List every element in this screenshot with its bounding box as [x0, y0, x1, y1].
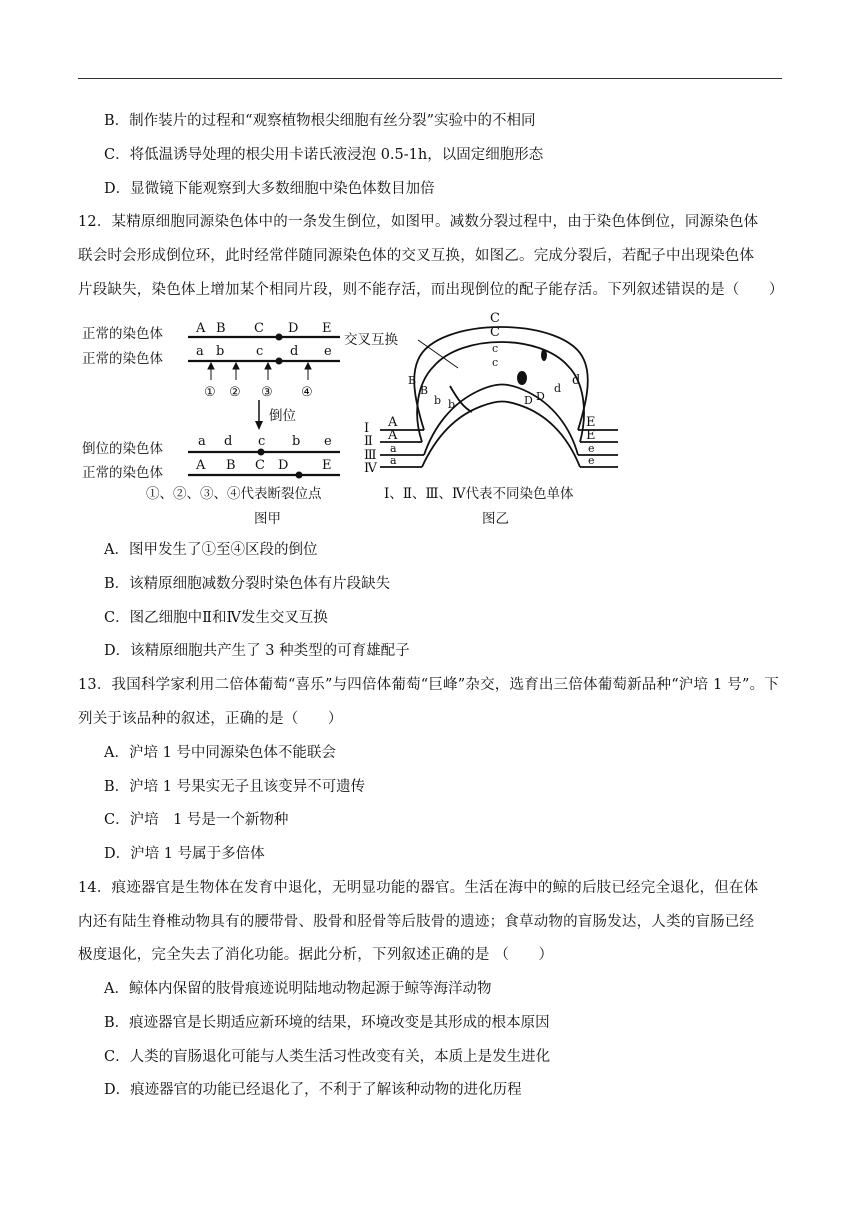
- q13-stem-line1: 13．我国科学家利用二倍体葡萄“喜乐”与四倍体葡萄“巨峰”杂交，选育出三倍体葡萄新品种“沪培 1 号”。下: [78, 677, 779, 693]
- q13-option-d: D．沪培 1 号属于多倍体: [104, 846, 265, 862]
- q11-option-d: D．显微镜下能观察到大多数细胞中染色体数目加倍: [104, 181, 435, 197]
- yi-loop-top-1: C: [490, 325, 500, 340]
- q14-stem-line1: 14．痕迹器官是生物体在发育中退化，无明显功能的器官。生活在海中的鲸的后肢已经完全退化，但在体: [78, 880, 759, 896]
- yi-loop-right-0: D: [524, 394, 533, 407]
- q13-option-a: A．沪培 1 号中同源染色体不能联会: [104, 745, 336, 761]
- chromosome-inversion-figure: [78, 308, 638, 534]
- yi-centromere-1: [541, 349, 547, 361]
- yi-crossover-pointer: [418, 340, 458, 368]
- q14-option-d: D．痕迹器官的功能已经退化了，不利于了解该种动物的进化历程: [104, 1082, 522, 1098]
- jia-caption: 图甲: [254, 511, 281, 527]
- jia-gene-r4-2: C: [255, 458, 265, 473]
- jia-gene-r2-3: d: [290, 344, 299, 359]
- q12-option-b: B．该精原细胞减数分裂时染色体有片段缺失: [104, 576, 391, 592]
- yi-loop-3: [424, 385, 578, 456]
- jia-inversion-label: 倒位: [269, 408, 296, 424]
- jia-centromere-4: [296, 472, 303, 479]
- jia-label-inverted: 倒位的染色体: [82, 441, 163, 457]
- jia-gene-r4-4: E: [322, 458, 332, 473]
- q14-option-b: B．痕迹器官是长期适应新环境的结果，环境改变是其形成的根本原因: [104, 1015, 550, 1031]
- yi-right-gene-2: e: [588, 442, 595, 455]
- figure-yi: [380, 327, 618, 467]
- yi-loop-left-1: B: [420, 384, 429, 397]
- jia-gene-r3-4: e: [324, 434, 332, 449]
- q13-option-c: C．沪培 1 号是一个新物种: [104, 812, 289, 828]
- jia-break-mark-2: ②: [229, 385, 241, 400]
- yi-roman-2: Ⅱ: [364, 434, 373, 449]
- yi-caption: 图乙: [482, 511, 509, 527]
- q14-option-c: C．人类的盲肠退化可能与人类生活习性改变有关，本质上是发生进化: [104, 1049, 551, 1065]
- yi-loop-left-3: b: [448, 398, 456, 411]
- yi-right-gene-3: e: [588, 454, 595, 467]
- q13-option-b: B．沪培 1 号果实无子且该变异不可遗传: [104, 779, 366, 795]
- jia-gene-r2-0: a: [196, 344, 204, 359]
- jia-gene-r1-4: E: [322, 321, 332, 336]
- yi-loop-right-1: D: [536, 390, 545, 403]
- q12-stem-line3: 片段缺失，染色体上增加某个相同片段，则不能存活，而出现倒位的配子能存活。下列叙述错误的是（ ）: [78, 282, 784, 298]
- jia-gene-r3-1: d: [224, 434, 233, 449]
- yi-right-gene-0: E: [586, 415, 596, 430]
- yi-loop-left-2: b: [434, 394, 442, 407]
- yi-loop-4: [422, 402, 580, 468]
- jia-gene-r3-2: c: [258, 434, 266, 449]
- jia-centromere-1: [276, 334, 283, 341]
- jia-gene-r2-1: b: [216, 344, 225, 359]
- jia-inversion-arrowhead: [255, 421, 263, 430]
- yi-crossover-label: 交叉互换: [344, 332, 398, 348]
- yi-roman-4: Ⅳ: [364, 461, 377, 476]
- q14-stem-line2: 内还有陆生脊椎动物具有的腰带骨、股骨和胫骨等后肢骨的遗迹；食草动物的盲肠发达，人类的盲肠已经: [78, 914, 755, 930]
- jia-break-arrows: [208, 363, 311, 380]
- yi-left-gene-2: a: [390, 442, 397, 455]
- q11-option-c: C．将低温诱导处理的根尖用卡诺氏液浸泡 0.5-1h，以固定细胞形态: [104, 147, 544, 163]
- header-rule: [78, 78, 782, 79]
- yi-loop-top-0: C: [490, 311, 500, 326]
- q14-stem-line3: 极度退化，完全失去了消化功能。据此分析，下列叙述正确的是 （ ）: [78, 947, 554, 963]
- q13-stem-line2: 列关于该品种的叙述，正确的是（ ）: [78, 711, 343, 727]
- yi-legend: Ⅰ、Ⅱ、Ⅲ、Ⅳ代表不同染色单体: [384, 486, 574, 502]
- q12-option-d: D．该精原细胞共产生了 3 种类型的可育雄配子: [104, 643, 410, 659]
- yi-loop-left-0: B: [408, 374, 417, 387]
- yi-right-gene-1: E: [586, 428, 596, 443]
- jia-gene-r4-1: B: [226, 458, 236, 473]
- jia-gene-r1-0: A: [196, 321, 206, 336]
- jia-gene-r4-0: A: [196, 458, 206, 473]
- jia-gene-r3-0: a: [198, 434, 206, 449]
- yi-left-gene-1: A: [388, 428, 398, 443]
- q12-stem-line1: 12．某精原细胞同源染色体中的一条发生倒位，如图甲。减数分裂过程中，由于染色体倒位，同源染色体: [78, 214, 759, 230]
- jia-gene-r1-2: C: [254, 321, 264, 336]
- jia-gene-r1-3: D: [288, 321, 299, 336]
- figure-jia: [82, 321, 340, 527]
- jia-label-normal-1: 正常的染色体: [82, 326, 163, 342]
- yi-loop-top-3: c: [492, 356, 499, 369]
- jia-break-mark-1: ①: [204, 385, 216, 400]
- jia-label-normal-3: 正常的染色体: [82, 465, 163, 481]
- q12-option-a: A．图甲发生了①至④区段的倒位: [104, 542, 318, 558]
- q14-option-a: A．鲸体内保留的肢骨痕迹说明陆地动物起源于鲸等海洋动物: [104, 981, 492, 997]
- q11-option-b: B．制作装片的过程和“观察植物根尖细胞有丝分裂”实验中的不相同: [104, 113, 536, 129]
- jia-gene-r2-2: c: [256, 344, 264, 359]
- jia-gene-r2-4: e: [324, 344, 332, 359]
- jia-label-normal-2: 正常的染色体: [82, 351, 163, 367]
- yi-left-gene-3: a: [390, 454, 397, 467]
- yi-loop-right-3: d: [572, 373, 581, 388]
- jia-legend: ①、②、③、④代表断裂位点: [146, 486, 322, 502]
- jia-centromere-2: [276, 358, 283, 365]
- jia-gene-r3-3: b: [292, 434, 301, 449]
- yi-left-gene-0: A: [388, 415, 398, 430]
- yi-roman-3: Ⅲ: [364, 448, 377, 463]
- yi-roman-1: Ⅰ: [364, 421, 370, 436]
- yi-loop-top-2: c: [492, 342, 499, 355]
- yi-loop-right-2: d: [554, 382, 562, 395]
- jia-break-mark-3: ③: [261, 385, 273, 400]
- q12-stem-line2: 联会时会形成倒位环，此时经常伴随同源染色体的交叉互换，如图乙。完成分裂后，若配子中出现染色体: [78, 248, 755, 264]
- jia-gene-r1-1: B: [216, 321, 226, 336]
- yi-centromere-2: [517, 371, 527, 385]
- q12-option-c: C．图乙细胞中Ⅱ和Ⅳ发生交叉互换: [104, 610, 328, 626]
- jia-gene-r4-3: D: [278, 458, 289, 473]
- jia-centromere-3: [258, 449, 265, 456]
- jia-break-mark-4: ④: [301, 385, 313, 400]
